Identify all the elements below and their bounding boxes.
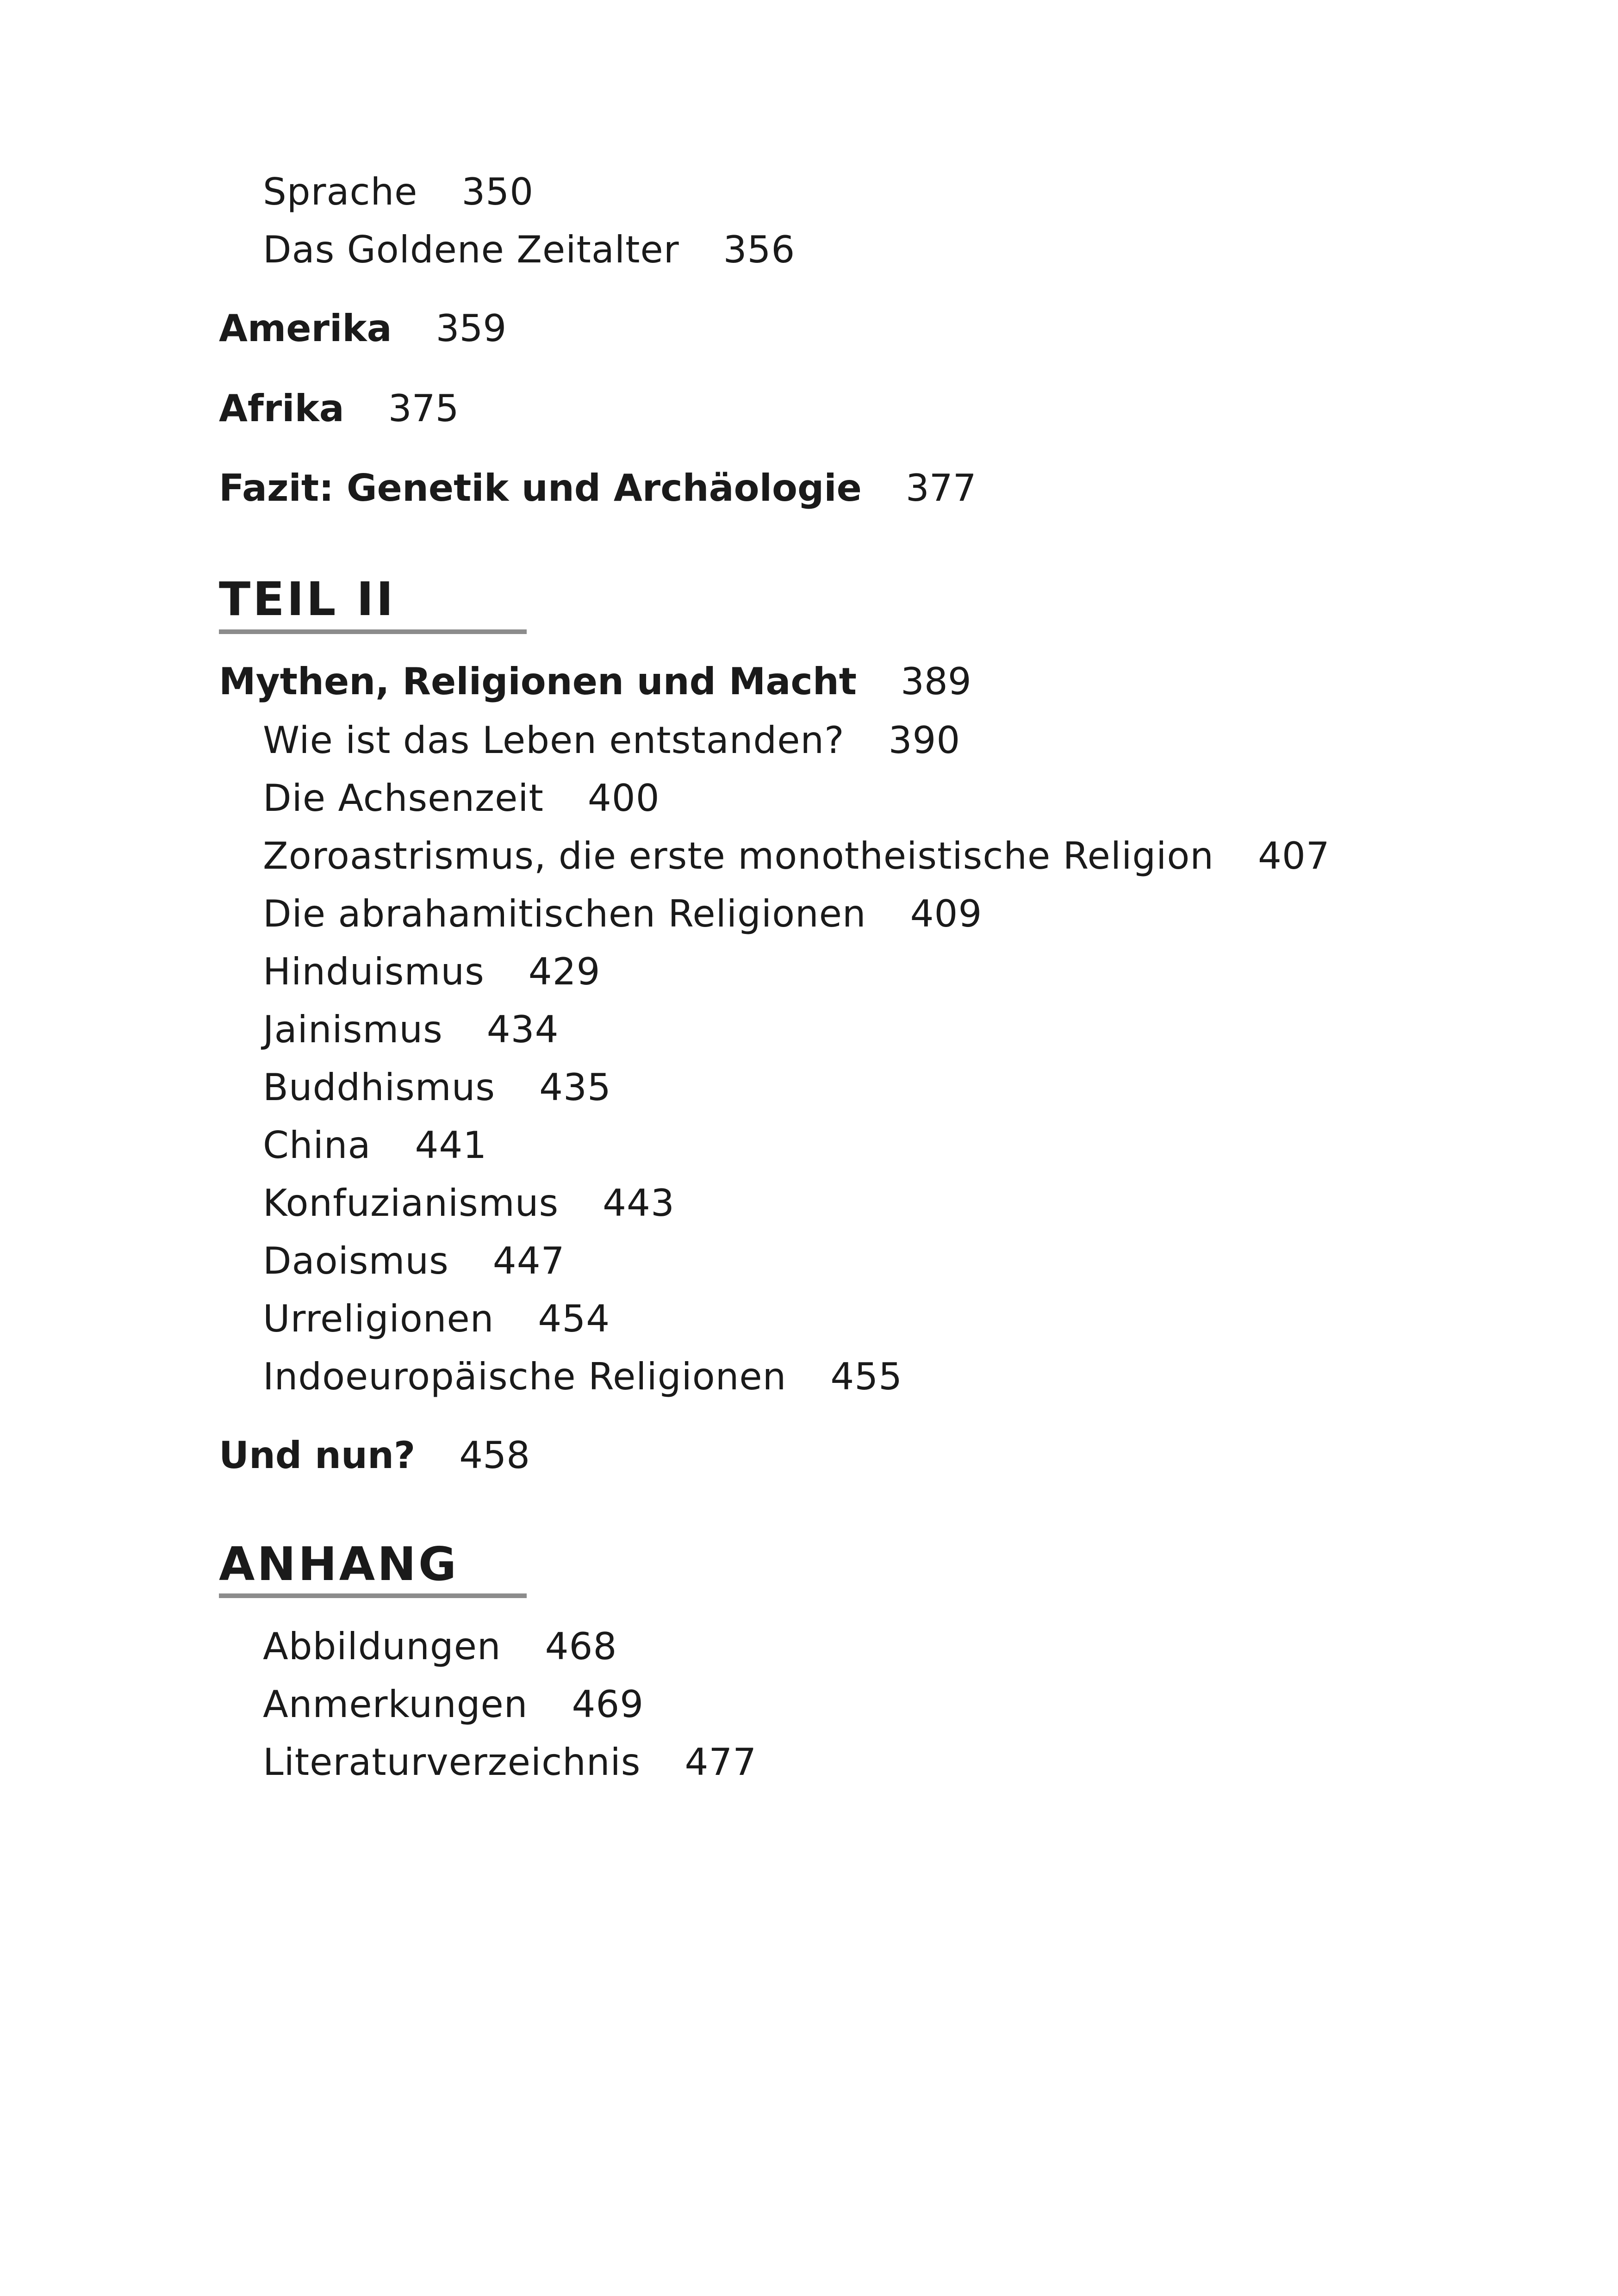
toc-chapter (219, 387, 459, 430)
chapter-page: 389 (901, 660, 971, 703)
appendix-heading: ANHANG (219, 1537, 459, 1591)
entry-title: Wie ist das Leben entstanden? (263, 719, 845, 762)
toc-entry (263, 1124, 487, 1167)
chapter-page: 377 (905, 467, 977, 510)
toc-entry (263, 1182, 675, 1225)
toc-entry (263, 1008, 559, 1051)
entry-title: China (263, 1124, 371, 1167)
entry-page: 477 (685, 1741, 757, 1784)
entry-page: 407 (1257, 834, 1330, 877)
chapter-title: Mythen, Religionen und Macht (219, 660, 857, 703)
entry-page: 429 (528, 950, 601, 993)
chapter-title: Amerika (219, 307, 392, 350)
toc-entry (263, 892, 983, 935)
toc-chapter (219, 1434, 530, 1477)
entry-page: 434 (486, 1008, 559, 1051)
toc-entry (263, 228, 796, 271)
entry-page: 455 (830, 1355, 903, 1398)
entry-title: Abbildungen (263, 1625, 501, 1668)
toc-entry (263, 170, 534, 213)
entry-title: Die Achsenzeit (263, 777, 544, 820)
chapter-page: 359 (436, 307, 507, 350)
part-heading: TEIL II (219, 572, 396, 626)
entry-page: 350 (461, 170, 534, 213)
chapter-page: 375 (388, 387, 459, 430)
entry-title: Die abrahamitischen Religionen (263, 892, 866, 935)
entry-page: 435 (539, 1066, 611, 1109)
entry-title: Sprache (263, 170, 418, 213)
chapter-title: Und nun? (219, 1434, 416, 1477)
entry-title: Literaturverzeichnis (263, 1741, 641, 1784)
toc-chapter (219, 467, 977, 510)
entry-page: 468 (545, 1625, 617, 1668)
entry-title: Daoismus (263, 1239, 449, 1282)
entry-title: Urreligionen (263, 1297, 494, 1340)
entry-title: Zoroastrismus, die erste monotheistische Religion (263, 834, 1214, 877)
entry-title: Hinduismus (263, 950, 485, 993)
entry-page: 400 (587, 777, 660, 820)
toc-entry (263, 1066, 611, 1109)
toc-chapter (219, 307, 507, 350)
entry-title: Konfuzianismus (263, 1182, 559, 1225)
chapter-page: 458 (459, 1434, 530, 1477)
entry-title: Das Goldene Zeitalter (263, 228, 679, 271)
entry-title: Buddhismus (263, 1066, 496, 1109)
chapter-title: Afrika (219, 387, 344, 430)
entry-page: 447 (492, 1239, 565, 1282)
toc-entry (263, 1625, 617, 1668)
entry-page: 443 (603, 1182, 675, 1225)
toc-entry (263, 1355, 903, 1398)
heading-underline (219, 1593, 527, 1598)
entry-page: 409 (910, 892, 983, 935)
toc-entry (263, 1741, 757, 1784)
toc-chapter (219, 660, 971, 703)
entry-page: 454 (538, 1297, 610, 1340)
entry-title: Indoeuropäische Religionen (263, 1355, 787, 1398)
entry-page: 356 (723, 228, 796, 271)
toc-entry (263, 777, 660, 820)
toc-entry (263, 950, 601, 993)
entry-page: 469 (572, 1683, 644, 1726)
entry-page: 441 (415, 1124, 487, 1167)
entry-page: 390 (888, 719, 961, 762)
chapter-title: Fazit: Genetik und Archäologie (219, 467, 862, 510)
toc-entry (263, 1297, 610, 1340)
entry-title: Jainismus (263, 1008, 443, 1051)
heading-underline (219, 629, 527, 634)
entry-title: Anmerkungen (263, 1683, 528, 1726)
toc-entry (263, 1239, 565, 1282)
toc-entry (263, 719, 961, 762)
toc-entry (263, 834, 1330, 877)
toc-entry (263, 1683, 644, 1726)
